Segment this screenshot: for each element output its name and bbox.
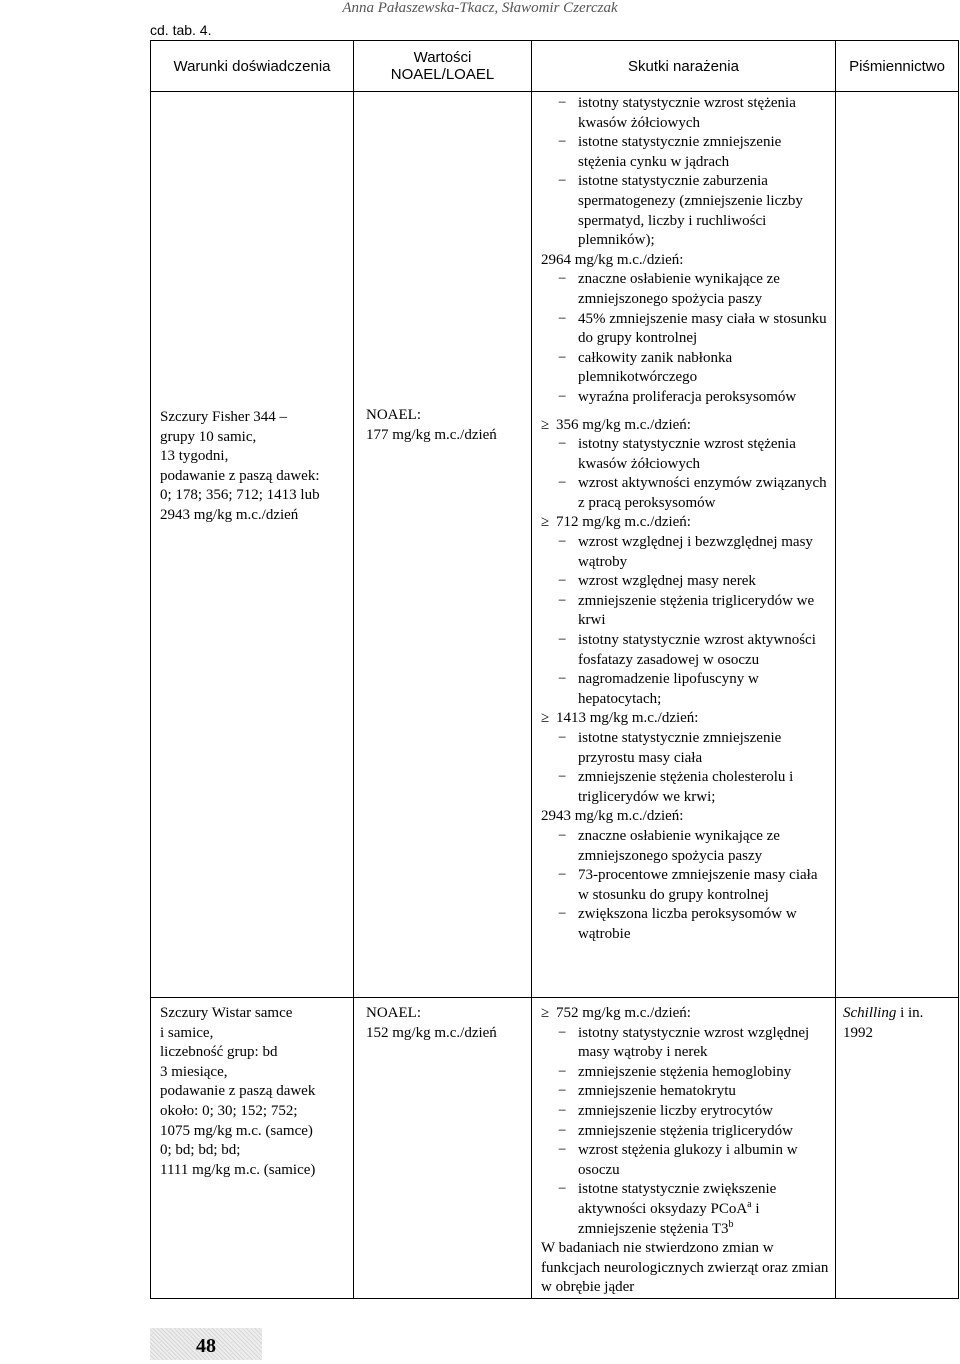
reference-rest: i in. 1992 — [843, 1005, 924, 1041]
dose-heading — [541, 709, 829, 729]
dose-heading — [541, 513, 829, 533]
effect-text: istotny statystycznie wzrost stężenia kwasów żółciowych — [578, 436, 796, 472]
effect-text: wzrost aktywności enzymów związanych z pracą peroksysomów — [578, 475, 827, 511]
effect-item: − zmniejszenie hematokrytu — [558, 1083, 736, 1100]
dash-symbol: − — [558, 475, 567, 492]
effect-text: istotny statystycznie wzrost stężenia kwasów żółciowych — [578, 95, 796, 131]
effects-cell-fisher — [532, 414, 836, 998]
effect-text: zmniejszenie stężenia cholesterolu i triglicerydów we krwi; — [578, 769, 794, 805]
effect-item — [541, 533, 829, 572]
noael-cell-fisher — [354, 92, 532, 998]
effect-item — [541, 905, 829, 944]
dose-heading: 752 mg/kg m.c./dzień: — [556, 1005, 691, 1021]
dash-symbol: − — [558, 388, 567, 405]
references-cell-wistar — [836, 998, 959, 1299]
effect-item — [541, 270, 829, 309]
effect-item — [541, 631, 829, 670]
dash-symbol: − — [558, 867, 567, 884]
conditions-wistar: Szczury Wistar samce i samice, liczebność grup: bd 3 miesiące, podawanie z paszą dawek około: 0; 30; 152; 752; 1075 mg/kg m.c. (samce) 0; bd; bd; bd; 1111 mg/kg m.c. (samice) — [160, 1005, 316, 1178]
effect-item — [541, 172, 829, 250]
dash-symbol: − — [558, 632, 567, 649]
dash-symbol: − — [558, 534, 567, 551]
conditions-cell-wistar — [151, 998, 354, 1299]
dash-symbol: − — [558, 134, 567, 151]
dash-symbol: − — [558, 906, 567, 923]
dose-heading: 2964 mg/kg m.c./dzień: — [541, 251, 684, 268]
effect-text: zwiększona liczba peroksysomów w wątrobie — [578, 906, 797, 942]
results-table — [150, 40, 959, 1299]
ge-symbol: ≥ — [541, 710, 550, 727]
effect-item — [541, 827, 829, 866]
effect-item — [541, 768, 829, 807]
effect-text: znaczne osłabienie wynikające ze zmniejszonego spożycia paszy — [578, 271, 780, 307]
dose-text: 356 mg/kg m.c./dzień: — [556, 416, 691, 433]
effect-text: nagromadzenie lipofuscyny w hepatocytach; — [578, 671, 759, 707]
dash-symbol: − — [558, 671, 567, 688]
closing-note: W badaniach nie stwierdzono zmian w funkcjach neurologicznych zwierząt oraz zmian w obrębie jąder — [541, 1240, 829, 1296]
effect-text: znaczne osłabienie wynikające ze zmniejszonego spożycia paszy — [578, 827, 780, 864]
running-header: Anna Pałaszewska-Tkacz, Sławomir Czerczak — [342, 0, 618, 16]
effect-item — [541, 435, 829, 474]
effect-text: istotne statystycznie zaburzenia spermatogenezy (zmniejszenie liczby spermatyd, liczby i ruchliwości plemników); — [578, 173, 803, 249]
dose-heading: 2943 mg/kg m.c./dzień: — [541, 808, 684, 825]
noael-label: NOAEL: — [366, 407, 421, 423]
effect-text: 45% zmniejszenie masy ciała w stosunku do grupy kontrolnej — [578, 310, 827, 347]
dash-symbol: − — [558, 827, 567, 844]
effect-item: − zmniejszenie stężenia hemoglobiny — [558, 1063, 792, 1080]
dose-heading — [541, 416, 829, 436]
effect-item — [541, 866, 829, 905]
table-continuation-label: cd. tab. 4. — [150, 22, 212, 38]
effect-item: − zmniejszenie stężenia triglicerydów — [558, 1122, 793, 1139]
effect-text: istotne statystycznie zmniejszenie stężenia cynku w jądrach — [578, 134, 782, 170]
column-header-references: Piśmiennictwo — [836, 41, 959, 92]
ge-symbol: ≥ — [541, 416, 550, 433]
noael-value: 152 mg/kg m.c./dzień — [366, 1024, 497, 1041]
noael-value: 177 mg/kg m.c./dzień — [366, 426, 497, 443]
dash-symbol: − — [558, 95, 567, 111]
effects-list-continued — [532, 92, 835, 408]
dash-symbol: − — [558, 271, 567, 288]
effect-item — [541, 133, 829, 172]
ge-symbol: ≥ — [541, 1005, 550, 1021]
footnote-marker-a: a — [747, 1198, 752, 1210]
effects-cell-wistar — [532, 998, 836, 1299]
dash-symbol: − — [558, 592, 567, 609]
ge-symbol: ≥ — [541, 514, 550, 531]
dash-symbol: − — [558, 769, 567, 786]
effect-text: wyraźna proliferacja peroksysomów — [578, 388, 797, 405]
references-cell-fisher — [836, 92, 959, 998]
effect-item — [541, 388, 829, 408]
reference-author: Schilling — [843, 1005, 897, 1021]
effect-item — [541, 310, 829, 349]
effect-text: zmniejszenie stężenia triglicerydów we krwi — [578, 592, 815, 629]
effect-item — [541, 572, 829, 592]
effects-list-fisher — [532, 414, 835, 945]
column-header-effects: Skutki narażenia — [532, 41, 836, 92]
conditions-fisher: Szczury Fisher 344 – grupy 10 samic, 13 tygodni, podawanie z paszą dawek: 0; 178; 356; 712; 1413 lub 2943 mg/kg m.c./dzień — [160, 409, 320, 523]
dose-text: 712 mg/kg m.c./dzień: — [556, 514, 691, 531]
effect-item — [541, 474, 829, 513]
dash-symbol: − — [558, 310, 567, 327]
dash-symbol: − — [558, 573, 567, 590]
effect-item: − zmniejszenie liczby erytrocytów — [558, 1102, 773, 1119]
effect-item: − istotne statystycznie zwiększenie aktywności oksydazy PCoA$^a$ i zmniejszenie stężenia T3$^b$ — [558, 1181, 777, 1237]
effect-text: istotne statystycznie zmniejszenie przyrostu masy ciała — [578, 730, 782, 766]
reference — [836, 998, 958, 1043]
effect-item — [541, 349, 829, 388]
effects-cell-continued — [532, 92, 836, 414]
page-number: 48 — [150, 1328, 262, 1360]
dash-symbol: − — [558, 730, 567, 746]
effect-text: 73-procentowe zmniejszenie masy ciała w stosunku do grupy kontrolnej — [578, 867, 818, 903]
column-header-noael: Wartości NOAEL/LOAEL — [354, 41, 532, 92]
footnote-marker-b: b — [728, 1218, 734, 1230]
column-header-conditions: Warunki doświadczenia — [151, 41, 354, 92]
noael-cell-wistar — [354, 998, 532, 1299]
effect-text: całkowity zanik nabłonka plemnikotwórczego — [578, 349, 733, 386]
effect-text: wzrost względnej masy nerek — [578, 573, 756, 590]
dash-symbol: − — [558, 349, 567, 366]
effect-item — [541, 729, 829, 768]
effect-item — [541, 94, 829, 133]
effect-item: − wzrost stężenia glukozy i albumin w osoczu — [558, 1142, 798, 1178]
effect-text: istotny statystycznie wzrost aktywności fosfatazy zasadowej w osoczu — [578, 632, 816, 668]
effect-item — [541, 592, 829, 631]
dash-symbol: − — [558, 436, 567, 453]
noael-label: NOAEL: — [366, 1005, 421, 1021]
effect-item — [541, 670, 829, 709]
effect-text: wzrost względnej i bezwzględnej masy wątroby — [578, 534, 813, 570]
dash-symbol: − — [558, 173, 567, 190]
effects-list-wistar — [532, 998, 835, 1298]
dose-text: 1413 mg/kg m.c./dzień: — [556, 710, 699, 727]
conditions-cell-fisher — [151, 92, 354, 998]
effect-item: − istotny statystycznie wzrost względnej masy wątroby i nerek — [558, 1024, 810, 1061]
